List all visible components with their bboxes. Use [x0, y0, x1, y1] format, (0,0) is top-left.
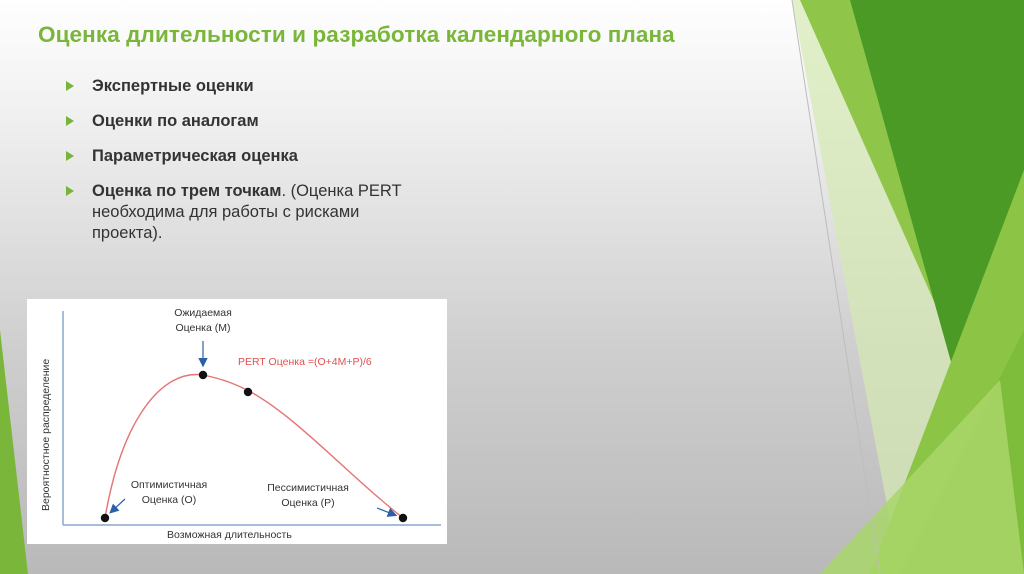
- arrow-optimistic: [111, 499, 125, 512]
- label-pessimistic-line1: Пессимистичная: [267, 482, 349, 494]
- pert-diagram-svg: [27, 299, 447, 544]
- bullet-arrow-icon: [66, 81, 74, 91]
- label-expected-line2: Оценка (М): [175, 322, 231, 334]
- label-pert-formula: PERT Оценка =(O+4M+P)/6: [238, 356, 372, 368]
- point-pessimistic: [399, 514, 407, 522]
- label-pessimistic-line2: Оценка (Р): [281, 497, 335, 509]
- label-expected-line1: Ожидаемая: [174, 307, 232, 319]
- bullet-text-bold: Оценки по аналогам: [92, 112, 259, 130]
- bullet-item-parametric: [62, 146, 422, 167]
- bullet-list: [62, 76, 422, 258]
- x-axis-label: Возможная длительность: [167, 529, 292, 541]
- bullet-arrow-icon: [66, 151, 74, 161]
- bullet-text: . (Оценка PERT необходима для работы с рисками проекта).: [92, 182, 402, 242]
- bullet-text-bold: Параметрическая оценка: [92, 147, 298, 165]
- point-pert: [244, 388, 252, 396]
- y-axis-label: Вероятностное распределение: [40, 358, 52, 511]
- point-optimistic: [101, 514, 109, 522]
- slide-title: Оценка длительности и разработка календарного плана: [38, 22, 675, 47]
- bullet-item-expert: [62, 76, 422, 97]
- deco-shape-left: [0, 330, 28, 574]
- label-optimistic-line2: Оценка (О): [141, 494, 197, 506]
- bullet-arrow-icon: [66, 116, 74, 126]
- label-optimistic-line1: Оптимистичная: [130, 479, 208, 491]
- bullet-text-bold: Экспертные оценки: [92, 77, 254, 95]
- bullet-item-analog: [62, 111, 422, 132]
- bullet-arrow-icon: [66, 186, 74, 196]
- bullet-text-bold: Оценка по трем точкам: [92, 182, 282, 200]
- pert-diagram: [27, 299, 447, 544]
- point-expected: [199, 371, 207, 379]
- bullet-item-three-point: [62, 181, 422, 244]
